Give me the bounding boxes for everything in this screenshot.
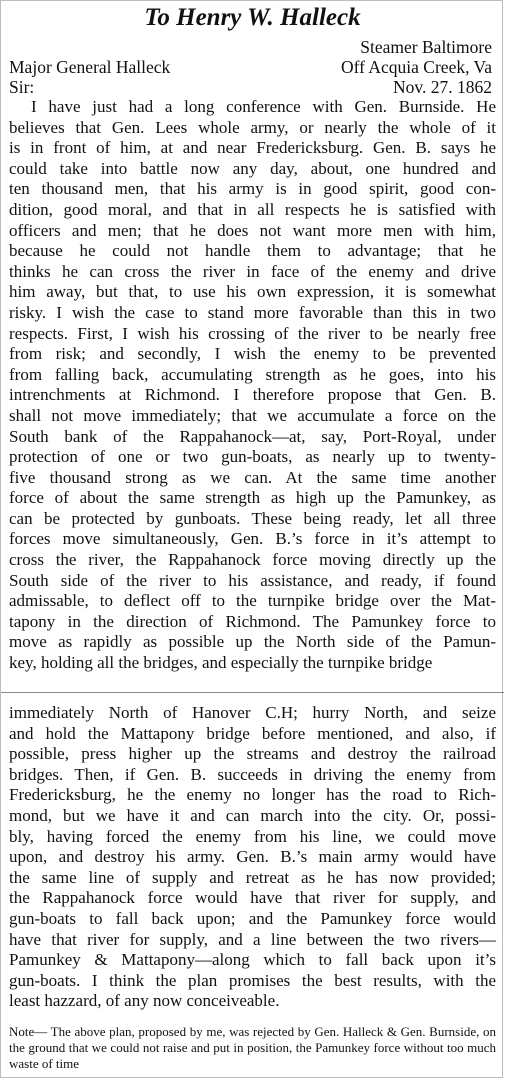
text-line: respects. First, I wish his crossing of the river to be nearly free (9, 323, 496, 343)
text-line: forces move simultaneously, Gen. B.’s force in it’s attempt to (9, 529, 496, 549)
letter-panel-top (1, 1, 504, 693)
text-line: protection of one or two gun-boats, as nearly up to twenty- (9, 447, 496, 467)
text-line: South side of the river to his assistance, and ready, if found (9, 570, 496, 590)
text-line: possible, press higher up the streams and destroy the railroad (9, 744, 496, 764)
letter-header (9, 37, 496, 97)
text-line: have that river for supply, and a line between the two rivers— (9, 929, 496, 949)
text-line: cross the river, the Rappahanock force moving directly up the (9, 550, 496, 570)
letter-title: To Henry W. Halleck (144, 4, 361, 31)
letter-panel-bottom (1, 695, 504, 1079)
text-line: believes that Gen. Lees whole army, or nearly the whole of it (9, 117, 496, 137)
text-line: thinks he can cross the river in face of the enemy and drive (9, 261, 496, 281)
text-line: intrenchments at Richmond. I therefore propose that Gen. B. (9, 385, 496, 405)
text-line: and hold the Mattapony bridge before mentioned, and also, if (9, 723, 496, 743)
text-line: tapony in the direction of Richmond. The Pamunkey force to (9, 611, 496, 631)
letter-body-top (9, 97, 496, 674)
text-line: from risk; and secondly, I wish the enemy to be prevented (9, 344, 496, 364)
text-line: five thousand strong as we can. At the same time another (9, 467, 496, 487)
text-line: move as rapidly as possible up the North side of the Pamun- (9, 632, 496, 652)
letter-body-bottom (9, 703, 496, 1012)
header-vessel: Steamer Baltimore (360, 37, 492, 57)
text-line: force of about the same strength as high up the Pamunkey, as (9, 488, 496, 508)
text-line: risky. I wish the case to stand more favorable than this in two (9, 302, 496, 322)
text-line: ten thousand men, that his army is in good spirit, good con- (9, 179, 496, 199)
text-line: because he could not handle them to advantage; that he (9, 241, 496, 261)
text-line: bly, having forced the enemy from his line, we could move (9, 826, 496, 846)
text-line: gun-boats. I think the plan promises the best results, with the (9, 970, 496, 990)
text-line: I have just had a long conference with Gen. Burnside. He (31, 97, 496, 116)
text-line: mond, but we have it and can march into the city. Or, possi- (9, 805, 496, 825)
text-line: is in front of him, at and near Fredericksburg. Gen. B. says he (9, 138, 496, 158)
header-salutation: Sir: (9, 77, 35, 97)
text-line: gun-boats to fall back upon; and the Pamunkey force would (9, 908, 496, 928)
text-line: could take into battle now any day, about, one hundred and (9, 158, 496, 178)
text-line: the Rappahanock force would have that river for supply, and (9, 888, 496, 908)
text-line: dition, good moral, and that in all respects he is satisfied with (9, 199, 496, 219)
text-line: South bank of the Rappahanock—at, say, Port-Royal, under (9, 426, 496, 446)
text-line: key, holding all the bridges, and especially the turnpike bridge (9, 653, 433, 673)
text-line: Pamunkey & Mattapony—along which to fall back upon it’s (9, 950, 496, 970)
text-line: Fredericksburg, he the enemy no longer has the road to Rich- (9, 785, 496, 805)
text-line: bridges. Then, if Gen. B. succeeds in driving the enemy from (9, 764, 496, 784)
header-addressee: Major General Halleck (9, 57, 171, 77)
text-line: immediately North of Hanover C.H; hurry North, and seize (9, 703, 496, 722)
text-line: upon, and destroy his army. Gen. B.’s main army would have (9, 847, 496, 867)
header-date: Nov. 27. 1862 (392, 77, 492, 97)
footnote: Note— The above plan, proposed by me, was rejected by Gen. Halleck & Gen. Burnside, on the ground that we could not raise and put in position, the Pamunkey force without too much waste of time (9, 1023, 496, 1071)
text-line: him away, but that, to use his own expression, it is somewhat (9, 282, 496, 302)
text-line: the same line of supply and retreat as he has now provided; (9, 867, 496, 887)
text-line: officers and men; that he does not want more men with him, (9, 220, 496, 240)
text-line: least hazzard, of any now conceiveable. (9, 991, 280, 1011)
text-line: shall not move immediately; that we accumulate a force on the (9, 405, 496, 425)
header-location: Off Acquia Creek, Va (341, 57, 492, 77)
text-line: from falling back, accumulating strength as he goes, into his (9, 364, 496, 384)
text-line: can be protected by gunboats. These being ready, let all three (9, 508, 496, 528)
text-line: admissable, to deflect off to the turnpike bridge over the Mat- (9, 591, 496, 611)
